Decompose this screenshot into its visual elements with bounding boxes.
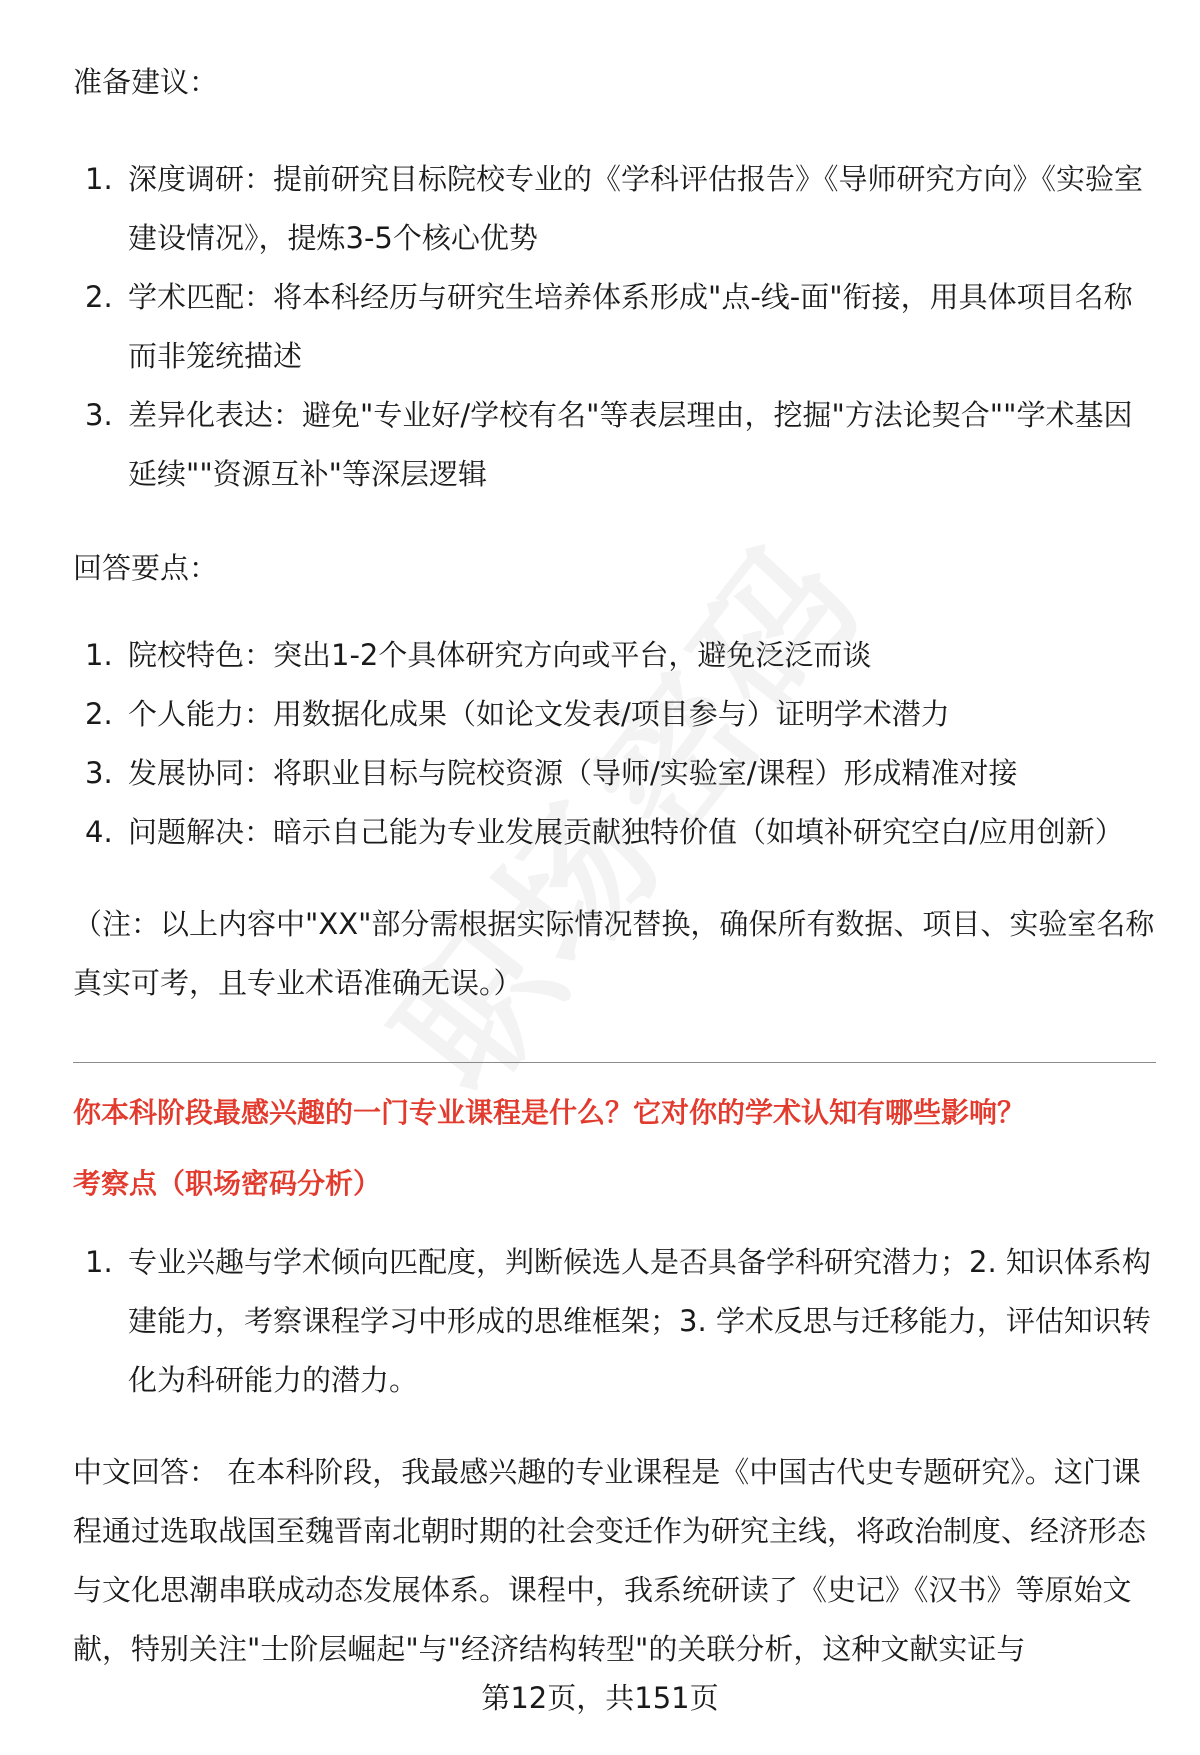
list-number: 3. (85, 756, 113, 790)
question-list (73, 1233, 1158, 1410)
list-text: 专业兴趣与学术倾向匹配度，判断候选人是否具备学科研究潜力；2. 知识体系构建能力，考察课程学习中形成的思维框架；3. 学术反思与迁移能力，评估知识转化为科研能力的潜力。 (128, 1245, 1151, 1397)
list-number: 1. (85, 1245, 113, 1279)
prep-label: 准备建议： (73, 65, 219, 99)
list-item (73, 744, 1158, 803)
page-number: 第12页，共151页 (481, 1681, 719, 1715)
list-item (73, 803, 1158, 862)
list-text: 差异化表达：避免"专业好/学校有名"等表层理由，挖掘"方法论契合""学术基因延续""资源互补"等深层逻辑 (128, 398, 1133, 491)
note-paragraph: （注：以上内容中"XX"部分需根据实际情况替换，确保所有数据、项目、实验室名称真实可考，且专业术语准确无误。） (73, 907, 1155, 1000)
list-item (73, 150, 1158, 268)
points-label: 回答要点： (73, 551, 219, 585)
list-number: 3. (85, 398, 113, 432)
list-text: 学术匹配：将本科经历与研究生培养体系形成"点-线-面"衔接，用具体项目名称而非笼统描述 (128, 280, 1133, 373)
list-item (73, 626, 1158, 685)
list-text: 发展协同：将职业目标与院校资源（导师/实验室/课程）形成精准对接 (128, 756, 1018, 790)
list-text: 问题解决：暗示自己能为专业发展贡献独特价值（如填补研究空白/应用创新） (128, 815, 1124, 849)
question-subtitle: 考察点（职场密码分析） (73, 1167, 382, 1200)
points-list (73, 626, 1158, 862)
list-number: 2. (85, 280, 113, 314)
list-number: 1. (85, 638, 113, 672)
list-number: 4. (85, 815, 113, 849)
list-text: 深度调研：提前研究目标院校专业的《学科评估报告》《导师研究方向》《实验室建设情况》，提炼3-5个核心优势 (128, 162, 1144, 255)
prep-list (73, 150, 1158, 504)
list-number: 2. (85, 697, 113, 731)
list-item (73, 268, 1158, 386)
list-number: 1. (85, 162, 113, 196)
list-item (73, 685, 1158, 744)
divider (73, 1062, 1156, 1063)
list-item (73, 386, 1158, 504)
answer-paragraph: 中文回答： 在本科阶段，我最感兴趣的专业课程是《中国古代史专题研究》。这门课程通过选取战国至魏晋南北朝时期的社会变迁作为研究主线，将政治制度、经济形态与文化思潮串联成动态发展体系。课程中，我系统研读了《史记》《汉书》等原始文献，特别关注"士阶层崛起"与"经济结构转型"的关联分析，这种文献实证与 (73, 1455, 1147, 1666)
list-item (73, 1233, 1158, 1410)
list-text: 个人能力：用数据化成果（如论文发表/项目参与）证明学术潜力 (128, 697, 950, 731)
list-text: 院校特色：突出1-2个具体研究方向或平台，避免泛泛而谈 (128, 638, 872, 672)
question-title: 你本科阶段最感兴趣的一门专业课程是什么？它对你的学术认知有哪些影响？ (73, 1096, 1026, 1129)
